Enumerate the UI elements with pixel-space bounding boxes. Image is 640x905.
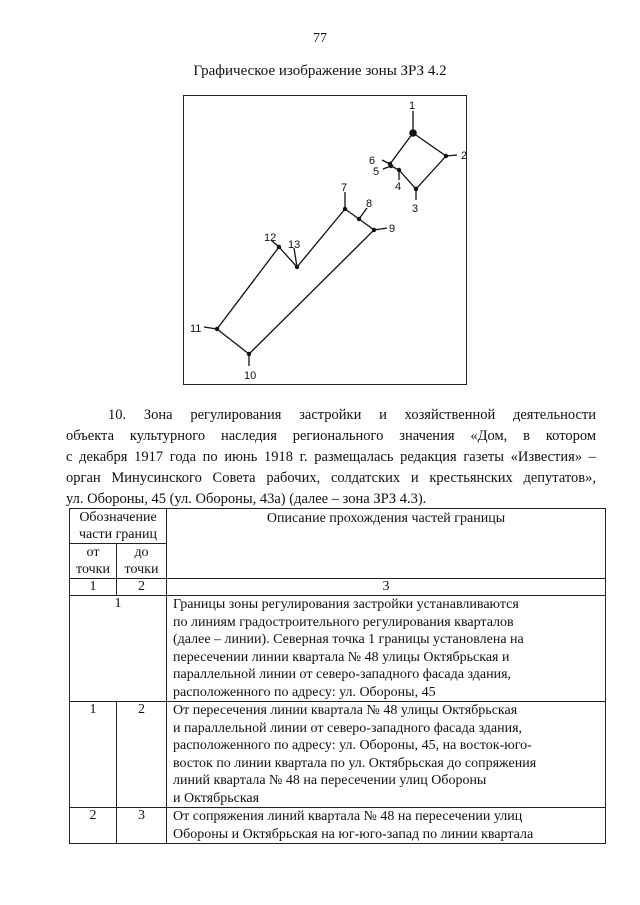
table-row: [70, 702, 606, 808]
point-3-marker: [414, 187, 418, 191]
point-label-10: 10: [244, 370, 257, 382]
zone-diagram: [183, 95, 467, 385]
point-label-13: 13: [288, 239, 301, 251]
point-11-marker: [215, 327, 219, 331]
point-8-marker: [357, 217, 361, 221]
point-label-5: 5: [373, 166, 380, 178]
zone-diagram-svg: [184, 96, 468, 386]
point-label-8: 8: [366, 198, 373, 210]
point-label-11: 11: [190, 323, 202, 335]
row-from-point: 1: [70, 702, 117, 808]
row-description: От сопряжения линий квартала № 48 на пересечении улиц Обороны и Октябрьская на юг-юго-запад по линии квартала: [167, 808, 606, 844]
point-10-marker: [247, 352, 251, 356]
point-label-9: 9: [389, 223, 396, 235]
figure-title: Графическое изображение зоны ЗРЗ 4.2: [193, 63, 447, 79]
table-column-numbers-row: [70, 579, 606, 596]
zone-description-paragraph: [66, 405, 596, 510]
point-1-marker: [409, 129, 417, 137]
header-to: до точки: [117, 544, 167, 579]
point-label-3: 3: [412, 203, 419, 215]
row-description: Границы зоны регулирования застройки устанавливаются по линиям градостроительного регулирования кварталов (далее – линии). Северная точка 1 границы установлена на пересечении линии квартала № 48 улицы Октябрьская и параллельной линии от северо-западного фасада здания, расположенного по адресу: ул. Обороны, 45: [167, 596, 606, 702]
paragraph-line: с декабря 1917 года по июнь 1918 г. размещалась редакция газеты «Известия» –: [66, 449, 596, 465]
row-to-point: 3: [117, 808, 167, 844]
point-label-2: 2: [461, 150, 468, 162]
row-to-point: 2: [117, 702, 167, 808]
point-label-6: 6: [369, 155, 376, 167]
point-label-4: 4: [395, 181, 402, 193]
boundary-lower: [217, 209, 374, 354]
point-label-1: 1: [409, 100, 416, 112]
column-number: 1: [70, 579, 117, 596]
point-9-marker: [372, 228, 376, 232]
paragraph-line: ул. Обороны, 45 (ул. Обороны, 43а) (далее – зона ЗРЗ 4.3).: [66, 491, 427, 507]
paragraph-line: объекта культурного наследия регионального значения «Дом, в котором: [66, 428, 596, 444]
point-4-marker: [397, 168, 401, 172]
point-7-marker: [343, 207, 347, 211]
row-from-point: 1: [70, 596, 167, 702]
page-number: 77: [313, 31, 327, 46]
table-header-row: [70, 509, 606, 544]
row-description: От пересечения линии квартала № 48 улицы Октябрьская и параллельной линии от северо-западного фасада здания, расположенного по адресу: ул. Обороны, 45, на восток-юго- восток по линии квартала по ул. Октябрьская до сопряжения линий квартала № 48 на пересечении улиц Обороны и Октябрьская: [167, 702, 606, 808]
point-13-marker: [295, 265, 299, 269]
column-number: 2: [117, 579, 167, 596]
point-2-marker: [444, 154, 448, 158]
column-number: 3: [167, 579, 606, 596]
table-row: [70, 596, 606, 702]
point-label-12: 12: [264, 232, 277, 244]
table-row: [70, 808, 606, 844]
row-from-point: 2: [70, 808, 117, 844]
boundary-table: [69, 508, 606, 844]
header-designation: Обозначение части границ: [70, 509, 167, 544]
paragraph-line: 10. Зона регулирования застройки и хозяйственной деятельности: [108, 407, 596, 423]
header-description: Описание прохождения частей границы: [167, 509, 606, 579]
header-from: от точки: [70, 544, 117, 579]
paragraph-line: орган Минусинского Совета рабочих, солдатских и крестьянских депутатов»,: [66, 470, 596, 486]
point-label-7: 7: [341, 182, 348, 194]
point-6-marker: [388, 162, 392, 166]
point-12-marker: [277, 245, 281, 249]
